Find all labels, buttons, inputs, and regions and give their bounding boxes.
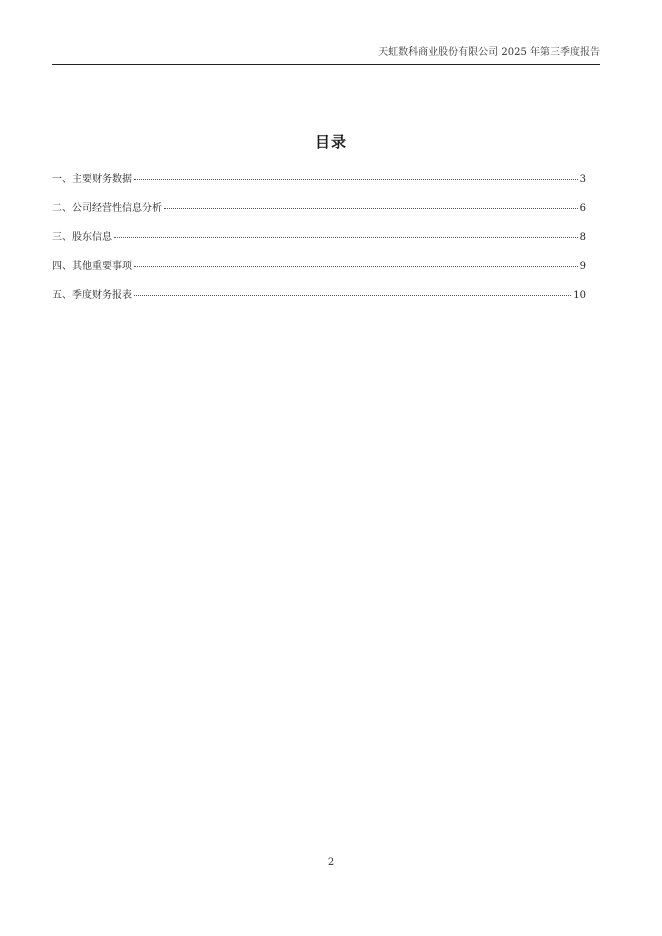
- toc-entry-label: 一、主要财务数据: [52, 174, 132, 185]
- toc-title: 目录: [314, 133, 347, 151]
- toc-entry-page: 6: [579, 203, 586, 214]
- toc-entry-label: 四、其他重要事项: [52, 261, 132, 272]
- dot-leader: [114, 237, 578, 238]
- dot-leader: [134, 295, 571, 296]
- toc-entry-page: 10: [573, 290, 586, 301]
- header-text: 天虹数科商业股份有限公司 2025 年第三季度报告: [378, 47, 600, 58]
- dot-leader: [134, 266, 578, 267]
- page-number: 2: [327, 857, 335, 868]
- toc-entry-financial-statements[interactable]: [52, 286, 586, 315]
- toc-entry-page: 9: [579, 261, 586, 272]
- toc-entry-other-matters[interactable]: [52, 257, 586, 286]
- toc-entry-operating-analysis[interactable]: [52, 199, 586, 228]
- toc-entry-financial-data[interactable]: [52, 170, 586, 199]
- toc-entry-label: 三、股东信息: [52, 232, 112, 243]
- table-of-contents: [52, 170, 586, 315]
- toc-entry-label: 五、季度财务报表: [52, 290, 132, 301]
- dot-leader: [134, 179, 578, 180]
- toc-entry-page: 3: [579, 174, 586, 185]
- dot-leader: [164, 208, 578, 209]
- toc-entry-label: 二、公司经营性信息分析: [52, 203, 162, 214]
- toc-entry-shareholder-info[interactable]: [52, 228, 586, 257]
- page-header: [52, 46, 600, 65]
- toc-entry-page: 8: [579, 232, 586, 243]
